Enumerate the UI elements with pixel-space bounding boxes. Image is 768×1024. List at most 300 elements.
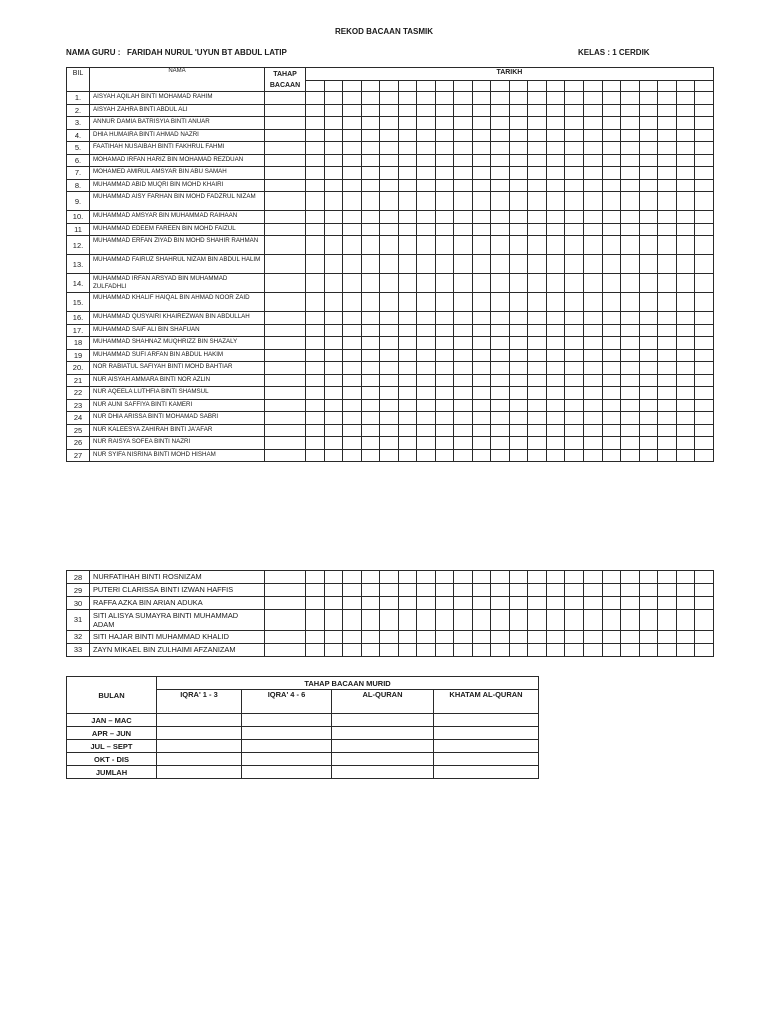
date-entry-cell xyxy=(454,571,473,584)
date-entry-cell xyxy=(398,412,417,425)
date-entry-cell xyxy=(676,154,695,167)
date-entry-cell xyxy=(324,179,343,192)
date-entry-cell xyxy=(454,643,473,656)
date-entry-cell xyxy=(454,362,473,375)
date-entry-cell xyxy=(639,362,658,375)
date-entry-cell xyxy=(343,274,362,293)
date-entry-cell xyxy=(324,312,343,325)
date-entry-cell xyxy=(472,424,491,437)
date-entry-cell xyxy=(565,362,584,375)
date-entry-cell xyxy=(639,412,658,425)
tahap-bacaan-cell xyxy=(265,643,306,656)
date-entry-cell xyxy=(639,374,658,387)
date-entry-cell xyxy=(639,337,658,350)
date-entry-cell xyxy=(546,117,565,130)
date-entry-cell xyxy=(380,154,399,167)
date-entry-cell xyxy=(324,154,343,167)
date-entry-cell xyxy=(509,211,528,224)
date-entry-cell xyxy=(491,192,510,211)
date-entry-cell xyxy=(621,236,640,255)
student-row xyxy=(67,179,714,192)
summary-bulan-header: BULAN xyxy=(67,677,157,714)
date-entry-cell xyxy=(343,312,362,325)
date-entry-cell xyxy=(472,324,491,337)
date-entry-cell xyxy=(658,167,677,180)
date-entry-cell xyxy=(565,92,584,105)
date-entry-cell xyxy=(546,324,565,337)
date-entry-cell xyxy=(398,223,417,236)
date-entry-cell xyxy=(695,337,714,350)
date-entry-cell xyxy=(565,255,584,274)
date-entry-cell xyxy=(398,192,417,211)
date-entry-cell xyxy=(546,293,565,312)
date-entry-cell xyxy=(306,274,325,293)
date-entry-cell xyxy=(380,424,399,437)
date-entry-cell xyxy=(583,129,602,142)
date-entry-cell xyxy=(546,571,565,584)
student-bil: 17. xyxy=(67,324,90,337)
date-entry-cell xyxy=(472,337,491,350)
date-entry-cell xyxy=(639,399,658,412)
student-bil: 25 xyxy=(67,424,90,437)
date-entry-cell xyxy=(343,104,362,117)
date-entry-cell xyxy=(546,412,565,425)
date-entry-cell xyxy=(435,584,454,597)
date-entry-cell xyxy=(583,362,602,375)
student-nama: MUHAMMAD FAIRUZ SHAHRUL NIZAM BIN ABDUL HALIM xyxy=(90,255,265,274)
date-entry-cell xyxy=(472,362,491,375)
date-entry-cell xyxy=(565,154,584,167)
date-entry-cell xyxy=(306,399,325,412)
date-entry-cell xyxy=(602,399,621,412)
date-entry-cell xyxy=(491,584,510,597)
date-entry-cell xyxy=(639,437,658,450)
date-entry-cell xyxy=(676,192,695,211)
date-entry-cell xyxy=(676,312,695,325)
date-entry-cell xyxy=(676,374,695,387)
date-entry-cell xyxy=(509,424,528,437)
date-entry-cell xyxy=(695,374,714,387)
date-entry-cell xyxy=(417,449,436,462)
date-entry-cell xyxy=(324,349,343,362)
date-entry-cell xyxy=(491,274,510,293)
date-entry-cell xyxy=(658,223,677,236)
student-nama: MUHAMMAD QUSYAIRI KHAIREZWAN BIN ABDULLAH xyxy=(90,312,265,325)
date-entry-cell xyxy=(509,167,528,180)
date-entry-cell xyxy=(306,211,325,224)
date-entry-cell xyxy=(417,129,436,142)
date-entry-cell xyxy=(621,179,640,192)
date-entry-cell xyxy=(472,293,491,312)
date-entry-cell xyxy=(324,437,343,450)
tahap-bacaan-cell xyxy=(265,223,306,236)
date-entry-cell xyxy=(658,236,677,255)
date-entry-cell xyxy=(324,236,343,255)
date-entry-cell xyxy=(324,92,343,105)
date-cell xyxy=(695,80,714,91)
date-entry-cell xyxy=(621,223,640,236)
date-entry-cell xyxy=(528,192,547,211)
date-entry-cell xyxy=(509,374,528,387)
student-bil: 2. xyxy=(67,104,90,117)
tahap-bacaan-cell xyxy=(265,337,306,350)
date-entry-cell xyxy=(602,437,621,450)
date-entry-cell xyxy=(602,387,621,400)
student-nama: SITI ALISYA SUMAYRA BINTI MUHAMMAD ADAM xyxy=(90,610,265,631)
date-entry-cell xyxy=(306,630,325,643)
date-entry-cell xyxy=(306,449,325,462)
date-entry-cell xyxy=(361,424,380,437)
date-cell xyxy=(583,80,602,91)
date-entry-cell xyxy=(435,337,454,350)
date-entry-cell xyxy=(602,104,621,117)
date-entry-cell xyxy=(454,387,473,400)
date-entry-cell xyxy=(417,312,436,325)
date-entry-cell xyxy=(306,324,325,337)
student-bil: 33 xyxy=(67,643,90,656)
tahap-bacaan-cell xyxy=(265,324,306,337)
summary-value-cell xyxy=(332,766,434,779)
date-entry-cell xyxy=(361,312,380,325)
date-entry-cell xyxy=(491,142,510,155)
date-entry-cell xyxy=(565,104,584,117)
date-entry-cell xyxy=(324,362,343,375)
tahap-bacaan-cell xyxy=(265,610,306,631)
summary-value-cell xyxy=(157,740,242,753)
date-entry-cell xyxy=(546,399,565,412)
date-entry-cell xyxy=(546,337,565,350)
date-entry-cell xyxy=(491,362,510,375)
summary-value-cell xyxy=(242,766,332,779)
date-entry-cell xyxy=(695,362,714,375)
tahap-bacaan-cell xyxy=(265,312,306,325)
date-entry-cell xyxy=(602,255,621,274)
date-entry-cell xyxy=(324,223,343,236)
date-entry-cell xyxy=(639,349,658,362)
date-entry-cell xyxy=(676,255,695,274)
summary-table xyxy=(66,676,539,779)
date-entry-cell xyxy=(380,255,399,274)
date-entry-cell xyxy=(528,387,547,400)
date-entry-cell xyxy=(324,211,343,224)
date-cell xyxy=(491,80,510,91)
date-entry-cell xyxy=(621,92,640,105)
date-entry-cell xyxy=(306,349,325,362)
summary-row xyxy=(67,766,539,779)
date-entry-cell xyxy=(380,223,399,236)
date-entry-cell xyxy=(528,324,547,337)
date-entry-cell xyxy=(306,584,325,597)
date-entry-cell xyxy=(602,597,621,610)
date-entry-cell xyxy=(621,324,640,337)
date-entry-cell xyxy=(621,104,640,117)
date-entry-cell xyxy=(676,223,695,236)
date-entry-cell xyxy=(472,92,491,105)
date-entry-cell xyxy=(621,337,640,350)
date-entry-cell xyxy=(491,104,510,117)
date-entry-cell xyxy=(676,387,695,400)
student-row xyxy=(67,142,714,155)
date-entry-cell xyxy=(509,154,528,167)
date-entry-cell xyxy=(324,584,343,597)
student-bil: 29 xyxy=(67,584,90,597)
date-entry-cell xyxy=(398,437,417,450)
date-entry-cell xyxy=(435,387,454,400)
date-entry-cell xyxy=(435,117,454,130)
student-nama: NUR AUNI SAFFIYA BINTI KAMERI xyxy=(90,399,265,412)
date-entry-cell xyxy=(472,223,491,236)
student-nama: MUHAMMAD EDEEM FAREEN BIN MOHD FAIZUL xyxy=(90,223,265,236)
tahap-bacaan-cell xyxy=(265,571,306,584)
date-entry-cell xyxy=(324,129,343,142)
date-entry-cell xyxy=(658,387,677,400)
date-entry-cell xyxy=(398,236,417,255)
date-entry-cell xyxy=(472,610,491,631)
summary-column-header: KHATAM AL-QURAN xyxy=(434,690,539,714)
date-entry-cell xyxy=(528,236,547,255)
date-entry-cell xyxy=(695,349,714,362)
date-entry-cell xyxy=(639,236,658,255)
summary-column-header: IQRA' 1 - 3 xyxy=(157,690,242,714)
date-entry-cell xyxy=(639,643,658,656)
date-entry-cell xyxy=(454,129,473,142)
date-entry-cell xyxy=(472,387,491,400)
date-entry-cell xyxy=(417,399,436,412)
date-cell xyxy=(435,80,454,91)
date-entry-cell xyxy=(417,142,436,155)
student-bil: 19 xyxy=(67,349,90,362)
date-entry-cell xyxy=(658,584,677,597)
date-entry-cell xyxy=(361,293,380,312)
date-cell xyxy=(343,80,362,91)
date-entry-cell xyxy=(472,117,491,130)
date-entry-cell xyxy=(546,92,565,105)
date-entry-cell xyxy=(361,337,380,350)
student-nama: RAFFA AZKA BIN ARIAN ADUKA xyxy=(90,597,265,610)
date-entry-cell xyxy=(546,211,565,224)
date-entry-cell xyxy=(343,92,362,105)
date-cell xyxy=(565,80,584,91)
date-entry-cell xyxy=(546,179,565,192)
date-entry-cell xyxy=(435,142,454,155)
date-entry-cell xyxy=(621,437,640,450)
date-entry-cell xyxy=(306,223,325,236)
date-entry-cell xyxy=(491,211,510,224)
date-entry-cell xyxy=(621,630,640,643)
date-entry-cell xyxy=(528,399,547,412)
date-entry-cell xyxy=(695,412,714,425)
date-entry-cell xyxy=(361,255,380,274)
date-entry-cell xyxy=(361,597,380,610)
date-entry-cell xyxy=(676,437,695,450)
date-entry-cell xyxy=(454,92,473,105)
student-bil: 15. xyxy=(67,293,90,312)
date-entry-cell xyxy=(676,399,695,412)
date-entry-cell xyxy=(658,92,677,105)
date-entry-cell xyxy=(343,236,362,255)
tahap-bacaan-cell xyxy=(265,597,306,610)
student-bil: 27 xyxy=(67,449,90,462)
date-entry-cell xyxy=(639,142,658,155)
date-entry-cell xyxy=(528,117,547,130)
date-entry-cell xyxy=(583,399,602,412)
student-bil: 8. xyxy=(67,179,90,192)
date-entry-cell xyxy=(324,274,343,293)
tahap-bacaan-cell xyxy=(265,154,306,167)
student-nama: MUHAMMAD ERFAN ZIYAD BIN MOHD SHAHIR RAHMAN xyxy=(90,236,265,255)
date-entry-cell xyxy=(658,399,677,412)
date-entry-cell xyxy=(676,643,695,656)
date-entry-cell xyxy=(454,255,473,274)
date-entry-cell xyxy=(658,449,677,462)
tahap-bacaan-cell xyxy=(265,362,306,375)
date-entry-cell xyxy=(454,312,473,325)
date-entry-cell xyxy=(602,179,621,192)
student-bil: 13. xyxy=(67,255,90,274)
date-entry-cell xyxy=(306,117,325,130)
date-entry-cell xyxy=(398,399,417,412)
date-entry-cell xyxy=(658,349,677,362)
date-entry-cell xyxy=(380,630,399,643)
date-entry-cell xyxy=(324,104,343,117)
date-entry-cell xyxy=(546,437,565,450)
date-entry-cell xyxy=(491,610,510,631)
date-entry-cell xyxy=(398,584,417,597)
date-entry-cell xyxy=(380,179,399,192)
date-entry-cell xyxy=(417,179,436,192)
date-entry-cell xyxy=(435,362,454,375)
date-entry-cell xyxy=(509,630,528,643)
date-entry-cell xyxy=(639,154,658,167)
date-entry-cell xyxy=(454,449,473,462)
date-entry-cell xyxy=(509,312,528,325)
date-entry-cell xyxy=(380,584,399,597)
date-entry-cell xyxy=(509,437,528,450)
date-entry-cell xyxy=(546,192,565,211)
date-entry-cell xyxy=(621,255,640,274)
date-entry-cell xyxy=(324,610,343,631)
student-nama: NOR RABIATUL SAFIYAH BINTI MOHD BAHTIAR xyxy=(90,362,265,375)
date-entry-cell xyxy=(324,337,343,350)
student-row xyxy=(67,387,714,400)
date-entry-cell xyxy=(621,192,640,211)
date-entry-cell xyxy=(361,610,380,631)
date-cell xyxy=(417,80,436,91)
student-bil: 10. xyxy=(67,211,90,224)
date-entry-cell xyxy=(380,337,399,350)
date-cell xyxy=(472,80,491,91)
date-entry-cell xyxy=(565,192,584,211)
date-entry-cell xyxy=(658,374,677,387)
date-entry-cell xyxy=(583,192,602,211)
date-entry-cell xyxy=(472,643,491,656)
date-entry-cell xyxy=(417,223,436,236)
date-entry-cell xyxy=(602,117,621,130)
date-entry-cell xyxy=(454,167,473,180)
date-entry-cell xyxy=(639,293,658,312)
date-entry-cell xyxy=(361,236,380,255)
date-entry-cell xyxy=(380,597,399,610)
tahap-bacaan-cell xyxy=(265,129,306,142)
date-entry-cell xyxy=(639,129,658,142)
date-entry-cell xyxy=(361,324,380,337)
date-entry-cell xyxy=(695,437,714,450)
student-bil: 12. xyxy=(67,236,90,255)
date-entry-cell xyxy=(695,211,714,224)
date-entry-cell xyxy=(398,630,417,643)
date-entry-cell xyxy=(658,274,677,293)
date-entry-cell xyxy=(324,643,343,656)
date-entry-cell xyxy=(658,571,677,584)
date-entry-cell xyxy=(509,142,528,155)
date-entry-cell xyxy=(417,643,436,656)
date-entry-cell xyxy=(472,179,491,192)
date-entry-cell xyxy=(454,211,473,224)
date-entry-cell xyxy=(343,387,362,400)
date-entry-cell xyxy=(676,117,695,130)
student-nama: MUHAMMAD ABID MUQRI BIN MOHD KHAIRI xyxy=(90,179,265,192)
date-entry-cell xyxy=(454,154,473,167)
date-entry-cell xyxy=(398,424,417,437)
student-row xyxy=(67,211,714,224)
date-entry-cell xyxy=(621,597,640,610)
date-entry-cell xyxy=(472,630,491,643)
date-entry-cell xyxy=(398,293,417,312)
date-entry-cell xyxy=(528,255,547,274)
date-entry-cell xyxy=(454,104,473,117)
date-entry-cell xyxy=(695,129,714,142)
date-entry-cell xyxy=(583,412,602,425)
date-entry-cell xyxy=(398,324,417,337)
date-entry-cell xyxy=(509,117,528,130)
date-entry-cell xyxy=(509,449,528,462)
student-nama: MUHAMMAD IRFAN ARSYAD BIN MUHAMMAD ZULFADHLI xyxy=(90,274,265,293)
date-entry-cell xyxy=(528,643,547,656)
date-entry-cell xyxy=(602,374,621,387)
date-entry-cell xyxy=(509,104,528,117)
student-nama: MOHAMAD IRFAN HARIZ BIN MOHAMAD REZDUAN xyxy=(90,154,265,167)
student-row xyxy=(67,255,714,274)
date-entry-cell xyxy=(676,129,695,142)
date-entry-cell xyxy=(417,362,436,375)
date-entry-cell xyxy=(472,374,491,387)
date-entry-cell xyxy=(491,236,510,255)
date-entry-cell xyxy=(417,337,436,350)
date-entry-cell xyxy=(621,167,640,180)
date-entry-cell xyxy=(639,312,658,325)
date-entry-cell xyxy=(398,349,417,362)
student-nama: MUHAMMAD AMSYAR BIN MUHAMMAD RAIHAAN xyxy=(90,211,265,224)
date-entry-cell xyxy=(380,324,399,337)
date-entry-cell xyxy=(546,387,565,400)
date-entry-cell xyxy=(695,117,714,130)
date-entry-cell xyxy=(565,142,584,155)
date-entry-cell xyxy=(398,154,417,167)
date-entry-cell xyxy=(639,255,658,274)
tahap-bacaan-cell xyxy=(265,236,306,255)
date-entry-cell xyxy=(306,179,325,192)
student-row xyxy=(67,630,714,643)
date-entry-cell xyxy=(528,597,547,610)
date-entry-cell xyxy=(343,374,362,387)
student-row xyxy=(67,236,714,255)
tahap-bacaan-cell xyxy=(265,117,306,130)
date-entry-cell xyxy=(417,104,436,117)
date-entry-cell xyxy=(324,192,343,211)
date-entry-cell xyxy=(306,610,325,631)
date-entry-cell xyxy=(417,293,436,312)
date-entry-cell xyxy=(565,211,584,224)
